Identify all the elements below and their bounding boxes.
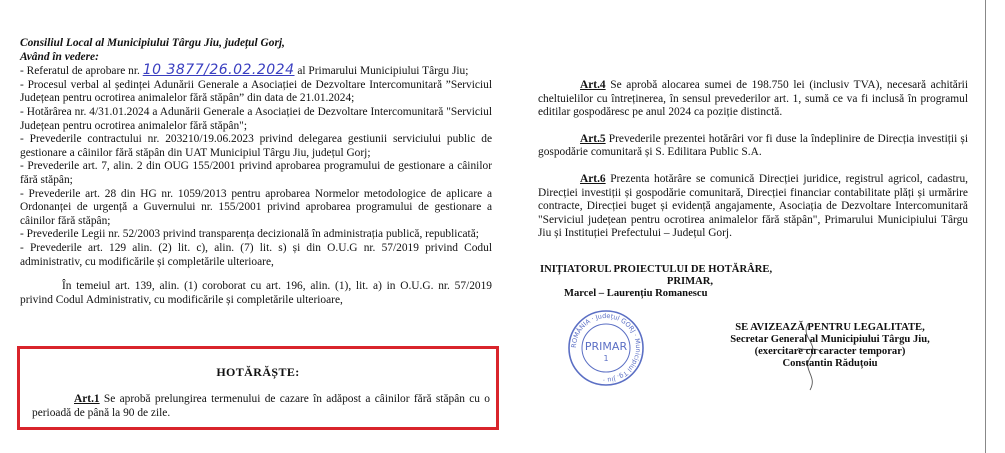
article-5-label: Art.5: [580, 132, 606, 145]
consideration-item: - Prevederile art. 7, alin. 2 din OUG 155/2001 privind aprobarea programului de gestionare a câinilor fără stăpân;: [20, 160, 492, 186]
article-6-text: Prezenta hotărâre se comunică Direcției juridice, registrul agricol, cadastru, Direcției investiții și gospodărie comunitară, Direcției financiar contabilitate plăți și urmărire contracte, Direcției buget și evidență angajamente, Asociația de Dezvoltare Intercomunitară "Serviciul județean pentru ocrotirea animalelor fără stăpân", Primarului Municipiului Târgu Jiu și Instituției Prefectului – Județul Gorj.: [538, 172, 968, 240]
legality-block: [700, 322, 960, 370]
legality-name: Constantin Răduțoiu: [782, 358, 878, 369]
page-edge-divider: [985, 0, 986, 453]
article-6: [538, 173, 968, 241]
article-5: [538, 133, 968, 160]
decision-box: [17, 346, 499, 430]
initiator-role: PRIMAR,: [666, 276, 714, 287]
article-1-label: Art.1: [74, 393, 100, 405]
handwritten-number: 10 3877/26.02.2024: [142, 62, 295, 79]
initiator-name: Marcel – Laurențiu Romanescu: [564, 288, 708, 299]
right-column: [538, 79, 968, 241]
consideration-item: - Procesul verbal al ședinței Adunării Generale a Asociației de Dezvoltare Intercomunitară ”Serviciul Județean pentru ocrotirea animalelor fără stăpân” din data de 21.01.2024;: [20, 78, 492, 105]
article-4-text: Se aprobă alocarea sumei de 198.750 lei (inclusiv TVA), necesară achitării cheltuielilor cu întreținerea, în sensul prevederilor art. 1, sumă ce va fi inclusă în programul editilar gospodăresc pe anul 2024 ca poziție distinctă.: [538, 79, 968, 119]
initiator-block: [540, 264, 800, 300]
consideration-item: - Hotărârea nr. 4/31.01.2024 a Adunării Generale a Asociației de Dezvoltare Intercomunitară "Serviciul Județean pentru ocrotirea animalelor fără stăpân";: [20, 105, 492, 132]
consideration-item: - Prevederile art. 28 din HG nr. 1059/2013 pentru aprobarea Normelor metodologice de aplicare a Ordonanței de urgență a Guvernului nr. 155/2001 privind aprobarea programului de gestionare a câinilor fără stăpân;: [20, 187, 492, 227]
legality-title: SE AVIZEAZĂ PENTRU LEGALITATE,: [735, 322, 925, 333]
stamp-number: 1: [603, 354, 609, 363]
initiator-title: INIȚIATORUL PROIECTULUI DE HOTĂRÂRE,: [540, 264, 773, 275]
article-5-text: Prevederile prezentei hotărâri vor fi duse la îndeplinire de Direcția investiții și gospodărie comunitară și S. Edilitara Public S.A.: [538, 132, 968, 159]
council-heading: Consiliul Local al Municipiului Târgu Jiu, județul Gorj,: [20, 37, 285, 49]
consideration-item: - Prevederile art. 129 alin. (2) lit. c), alin. (7) lit. s) și din O.U.G nr. 57/2019 privind Codul administrativ, cu modificările și completările ulterioare,: [20, 241, 492, 268]
primar-stamp-icon: [566, 308, 646, 388]
legal-basis: În temeiul art. 139, alin. (1) coroborat cu art. 196, alin. (1), lit. a) in O.U.G. nr. 57/2019 privind Codul Administrativ, cu modificările și completările ulterioare,: [20, 280, 492, 306]
stamp-ring-text: ROMÂNIA · Județul GORJ · Municipiul Tg. Jiu ·: [569, 311, 643, 385]
article-1-text: Se aprobă prelungirea termenului de cazare în adăpost a câinilor fără stăpân cu o perioadă de până la 90 de zile.: [32, 393, 490, 419]
decision-title: HOTĂRĂȘTE:: [216, 365, 300, 379]
referat-prefix: - Referatul de aprobare nr.: [20, 65, 143, 78]
legality-role: Secretar General al Municipiului Târgu Jiu,: [730, 334, 930, 345]
considering-heading: Având în vedere:: [20, 50, 99, 63]
consideration-referat: [20, 64, 492, 79]
referat-suffix: al Primarului Municipiului Târgu Jiu;: [294, 65, 469, 78]
article-1: [32, 393, 490, 420]
article-6-label: Art.6: [580, 172, 606, 185]
legality-note: (exercitare cu caracter temporar): [754, 346, 906, 357]
consideration-item: - Prevederile Legii nr. 52/2003 privind transparența decizională în administrația publică, republicată;: [20, 228, 479, 241]
article-4: [538, 79, 968, 120]
consideration-item: - Prevederile contractului nr. 203210/19.06.2023 privind delegarea gestiunii serviciului public de gestionare a câinilor fără stăpân din UAT Municipiul Târgu Jiu, județul Gorj;: [20, 133, 492, 159]
article-4-label: Art.4: [580, 79, 606, 91]
stamp-center-text: PRIMAR: [584, 340, 628, 353]
left-column: [20, 37, 492, 307]
